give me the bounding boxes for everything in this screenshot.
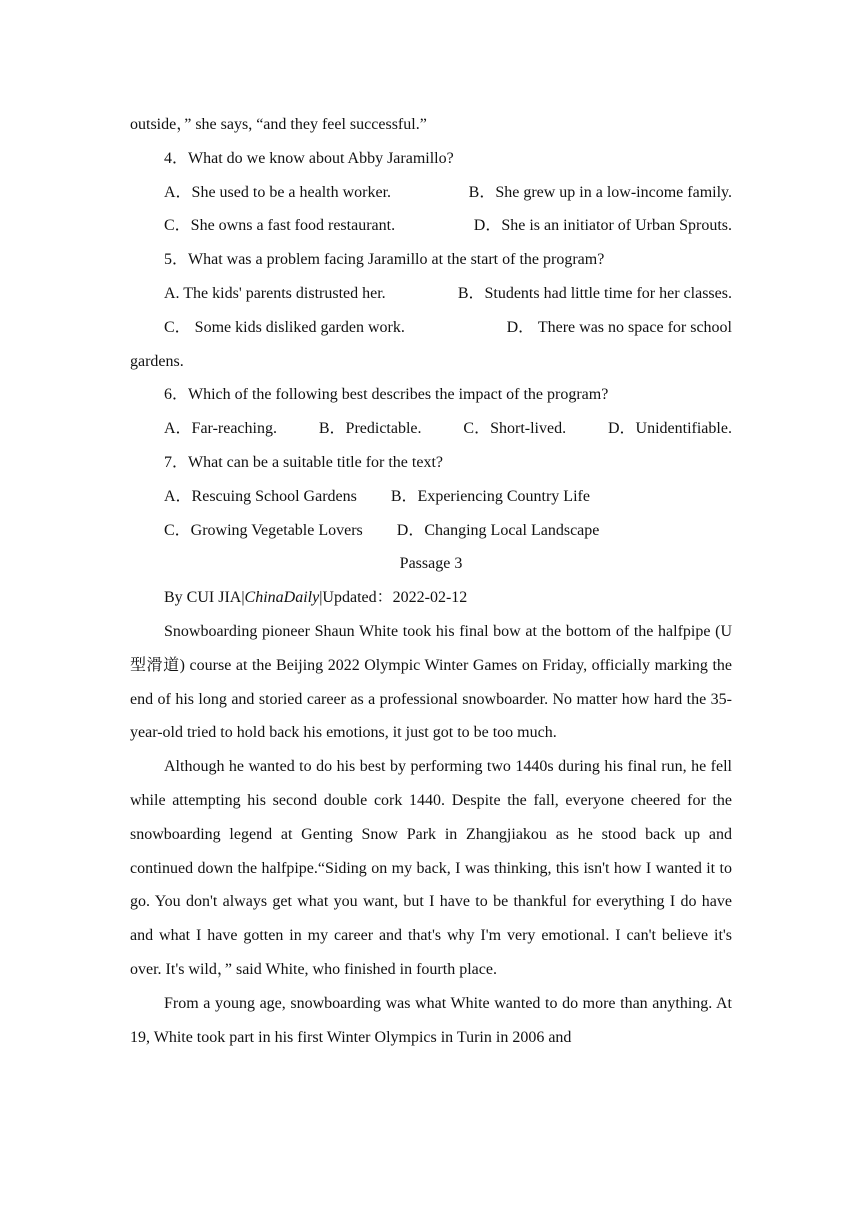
option-c: C．She owns a fast food restaurant. [164,217,396,235]
passage-paragraph-3: From a young age, snowboarding was what White wanted to do more than anything. At 19, White took part in his first Winter Olympics in Turin in 2006 and [130,994,732,1046]
question-4-options-row-2 [130,209,732,243]
byline-source: ChinaDaily [244,589,320,607]
option-a: A．Far-reaching. [164,420,277,438]
option-a: A. The kids' parents distrusted her. [164,284,386,302]
passage-paragraph-2: Although he wanted to do his best by performing two 1440s during his final run, he fell while attempting his second double cork 1440. Despite the fall, everyone cheered for the snowboarding legend at Genting Snow Park in Zhangjiakou as he stood back up and continued down the halfpipe.“Siding on my back, I was thinking, this isn't how I wanted it to go. You don't always get what you want, but I have to be thankful for everything I do have and what I have gotten in my career and that's why I'm very emotional. I can't believe it's over. It's wild，” said White, who finished in fourth place. [130,758,732,978]
option-c: C．Short-lived. [463,420,567,438]
document-page [130,108,732,1054]
passage-title: Passage 3 [399,555,463,573]
option-d: D．She is an initiator of Urban Sprouts. [473,217,732,235]
option-b: B．Predictable. [318,420,422,438]
option-d: D．Changing Local Landscape [396,521,600,539]
question-5-option-d-continued: gardens. [130,352,184,370]
question-7-options-row-1 [130,480,732,514]
text-line: outside，” she says, “and they feel successful.” [130,116,427,133]
option-c: C．Growing Vegetable Lovers [164,521,363,539]
question-6-options-row [130,412,732,446]
passage-paragraph-1: Snowboarding pioneer Shaun White took his final bow at the bottom of the halfpipe (U 型滑道) course at the Beijing 2022 Olympic Winter Games on Friday, officially marking the end of his long and storied career as a professional snowboarder. No matter how hard the 35-year-old tried to hold back his emotions, it just got to be too much. [130,622,732,742]
option-b: B．Students had little time for her classes. [457,284,732,302]
byline-date: |Updated：2022-02-12 [319,589,468,607]
question-5-options-row-1 [130,277,732,311]
question-7-stem: 7．What can be a suitable title for the text? [164,453,444,471]
option-a: A．She used to be a health worker. [164,183,392,201]
question-5-stem: 5．What was a problem facing Jaramillo at the start of the program? [164,251,605,269]
question-4-stem: 4．What do we know about Abby Jaramillo? [164,149,454,167]
option-c: C． Some kids disliked garden work. [164,318,405,336]
option-a: A．Rescuing School Gardens [164,487,357,505]
question-4-options-row-1 [130,176,732,210]
option-b: B．She grew up in a low-income family. [468,183,732,201]
question-5-options-row-2 [130,311,732,345]
option-b: B．Experiencing Country Life [390,487,590,505]
question-6-stem: 6．Which of the following best describes the impact of the program? [164,386,609,404]
question-7-options-row-2 [130,514,732,548]
byline-author: By CUI JIA| [164,589,245,607]
option-d: D．Unidentifiable. [607,420,732,438]
byline [130,581,732,615]
option-d: D． There was no space for school [506,318,732,336]
